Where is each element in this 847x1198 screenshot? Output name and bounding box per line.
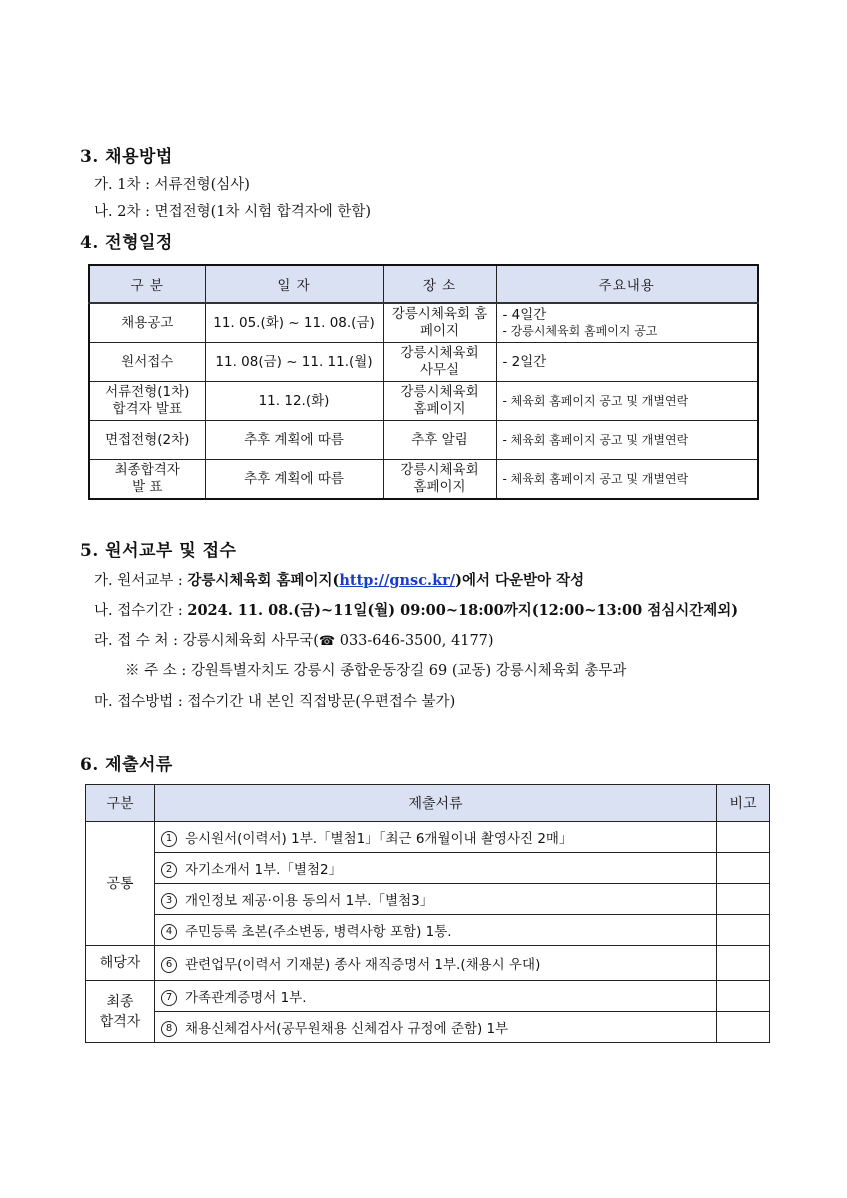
documents-item-text: 자기소개서 1부.「별첨2」: [185, 862, 343, 878]
schedule-date: 11. 08(금) ~ 11. 11.(월): [205, 343, 383, 382]
section-5-title: 5. 원서교부 및 접수: [80, 541, 237, 561]
schedule-header-row: [89, 265, 758, 303]
schedule-table: [88, 264, 759, 500]
schedule-header-category: 구 분: [89, 265, 205, 303]
documents-item-text: 채용신체검사서(공무원채용 신체검사 규정에 준함) 1부: [185, 1021, 509, 1037]
section-5-item-e: 마. 접수방법 : 접수기간 내 본인 직접방문(우편접수 불가): [94, 694, 456, 710]
documents-remark-cell: [717, 822, 770, 853]
documents-item-text: 주민등록 초본(주소변동, 병력사항 포함) 1통.: [185, 924, 452, 940]
schedule-date: 추후 계획에 따름: [205, 460, 383, 500]
section-5-item-c: [94, 629, 494, 650]
documents-remark-cell: [717, 915, 770, 946]
schedule-category-text: 원서접수: [121, 353, 174, 370]
section-5-item-a-tail: )에서 다운받아 작성: [455, 572, 585, 589]
section-6-title: 6. 제출서류: [80, 755, 173, 775]
circled-number-icon: 7: [161, 990, 177, 1006]
schedule-row: [89, 460, 758, 500]
schedule-notes: [496, 343, 758, 382]
documents-remark-cell: [717, 853, 770, 884]
schedule-note-line1: - 체육회 홈페이지 공고 및 개별연락: [502, 394, 689, 408]
documents-category-applicable: 해당자: [86, 946, 155, 981]
schedule-place-line2: 페이지: [419, 323, 460, 339]
documents-item-text: 가족관계증명서 1부.: [185, 990, 307, 1006]
section-5-item-a-value: 강릉시체육회 홈페이지(: [187, 572, 340, 589]
schedule-category: [89, 343, 205, 382]
documents-category-common: 공통: [86, 822, 155, 946]
schedule-category: [89, 460, 205, 500]
section-5-item-c-text: 라. 접 수 처 : 강릉시체육회 사무국(: [94, 633, 319, 649]
schedule-date: 추후 계획에 따름: [205, 421, 383, 460]
schedule-place-line2: 사무실: [419, 362, 460, 378]
schedule-category-line1: 최종합격자: [114, 462, 180, 478]
schedule-notes: [496, 382, 758, 421]
section-3-title: 3. 채용방법: [80, 147, 173, 167]
schedule-note-line1: - 4일간: [502, 307, 547, 323]
schedule-place-line1: 강릉시체육회: [400, 345, 479, 361]
section-5-item-b: [94, 599, 738, 620]
circled-number-icon: 2: [161, 862, 177, 878]
documents-category-final-line2: 합격자: [99, 1013, 141, 1030]
section-5-address: ※ 주 소 : 강원특별자치도 강릉시 종합운동장길 69 (교동) 강릉시체육회 총무과: [125, 663, 627, 679]
schedule-notes: [496, 303, 758, 343]
circled-number-icon: 3: [161, 893, 177, 909]
section-5-item-c-tail: 033-646-3500, 4177): [335, 633, 494, 649]
documents-header-category: 구분: [86, 785, 155, 822]
documents-remark-cell: [717, 884, 770, 915]
circled-number-icon: 4: [161, 924, 177, 940]
schedule-category-line2: 발 표: [132, 479, 163, 495]
schedule-date: 11. 12.(화): [205, 382, 383, 421]
documents-category-final-line1: 최종: [106, 993, 134, 1010]
schedule-note-line2: - 강릉시체육회 홈페이지 공고: [502, 324, 658, 338]
schedule-place-line1: 강릉시체육회: [400, 462, 479, 478]
schedule-row: [89, 303, 758, 343]
schedule-place-line2: 홈페이지: [413, 479, 466, 495]
section-5-item-b-value: 2024. 11. 08.(금)~11일(월) 09:00~18:00까지(12:00~13:00 점심시간제외): [187, 602, 739, 619]
section-5-item-a: [94, 569, 584, 590]
schedule-place-line2: 홈페이지: [413, 401, 466, 417]
documents-item: [155, 884, 717, 915]
circled-number-icon: 8: [161, 1021, 177, 1037]
documents-remark-cell: [717, 981, 770, 1012]
schedule-place: [383, 343, 496, 382]
schedule-place: [383, 303, 496, 343]
schedule-notes: [496, 421, 758, 460]
schedule-row: [89, 343, 758, 382]
circled-number-icon: 6: [161, 957, 177, 973]
documents-row: [86, 1012, 770, 1043]
schedule-place-line1: 강릉시체육회: [400, 384, 479, 400]
schedule-row: [89, 421, 758, 460]
section-3-item-b: 나. 2차 : 면접전형(1차 시험 합격자에 한함): [94, 204, 372, 220]
schedule-notes: [496, 460, 758, 500]
schedule-header-date: 일 자: [205, 265, 383, 303]
documents-item: [155, 915, 717, 946]
documents-row: [86, 915, 770, 946]
schedule-note-line1: - 2일간: [502, 354, 547, 370]
documents-item: [155, 981, 717, 1012]
documents-table: [85, 784, 770, 1043]
documents-header-remarks: 비고: [717, 785, 770, 822]
documents-row: [86, 981, 770, 1012]
documents-remark-cell: [717, 946, 770, 981]
schedule-place-line1: 추후 알림: [411, 431, 468, 448]
documents-row: [86, 946, 770, 981]
documents-item: [155, 853, 717, 884]
schedule-category-text: 채용공고: [121, 314, 174, 331]
documents-header-row: [86, 785, 770, 822]
documents-row: [86, 884, 770, 915]
schedule-category: [89, 303, 205, 343]
homepage-link[interactable]: http://gnsc.kr/: [339, 572, 456, 589]
phone-icon: ☎: [318, 634, 336, 649]
documents-item-text: 응시원서(이력서) 1부.「별첨1」「최근 6개월이내 촬영사진 2매」: [185, 831, 573, 847]
schedule-row: [89, 382, 758, 421]
section-3-item-a: 가. 1차 : 서류전형(심사): [94, 177, 250, 193]
schedule-place: [383, 460, 496, 500]
schedule-header-place: 장 소: [383, 265, 496, 303]
schedule-place: [383, 421, 496, 460]
section-4-title: 4. 전형일정: [80, 233, 173, 253]
documents-header-documents: 제출서류: [155, 785, 717, 822]
schedule-place-line1: 강릉시체육회 홈: [391, 306, 488, 322]
documents-item: [155, 946, 717, 981]
section-5-item-a-label: 가. 원서교부 :: [94, 573, 188, 589]
schedule-note-line1: - 체육회 홈페이지 공고 및 개별연락: [502, 433, 689, 447]
schedule-category-line2: 합격자 발표: [112, 401, 182, 417]
circled-number-icon: 1: [161, 831, 177, 847]
documents-item: [155, 1012, 717, 1043]
documents-category-final: [86, 981, 155, 1043]
schedule-category-line1: 서류전형(1차): [105, 384, 190, 400]
schedule-place: [383, 382, 496, 421]
schedule-category: [89, 421, 205, 460]
schedule-date: 11. 05.(화) ~ 11. 08.(금): [205, 303, 383, 343]
documents-row: [86, 822, 770, 853]
schedule-header-notes: 주요내용: [496, 265, 758, 303]
documents-item-text: 개인정보 제공·이용 동의서 1부.「별첨3」: [185, 893, 434, 909]
schedule-category-text: 면접전형(2차): [105, 431, 190, 448]
schedule-note-line1: - 체육회 홈페이지 공고 및 개별연락: [502, 472, 689, 486]
section-5-item-b-label: 나. 접수기간 :: [94, 603, 188, 619]
documents-item: [155, 822, 717, 853]
documents-item-text: 관련업무(이력서 기재분) 종사 재직증명서 1부.(채용시 우대): [185, 957, 541, 973]
documents-remark-cell: [717, 1012, 770, 1043]
documents-row: [86, 853, 770, 884]
schedule-category: [89, 382, 205, 421]
